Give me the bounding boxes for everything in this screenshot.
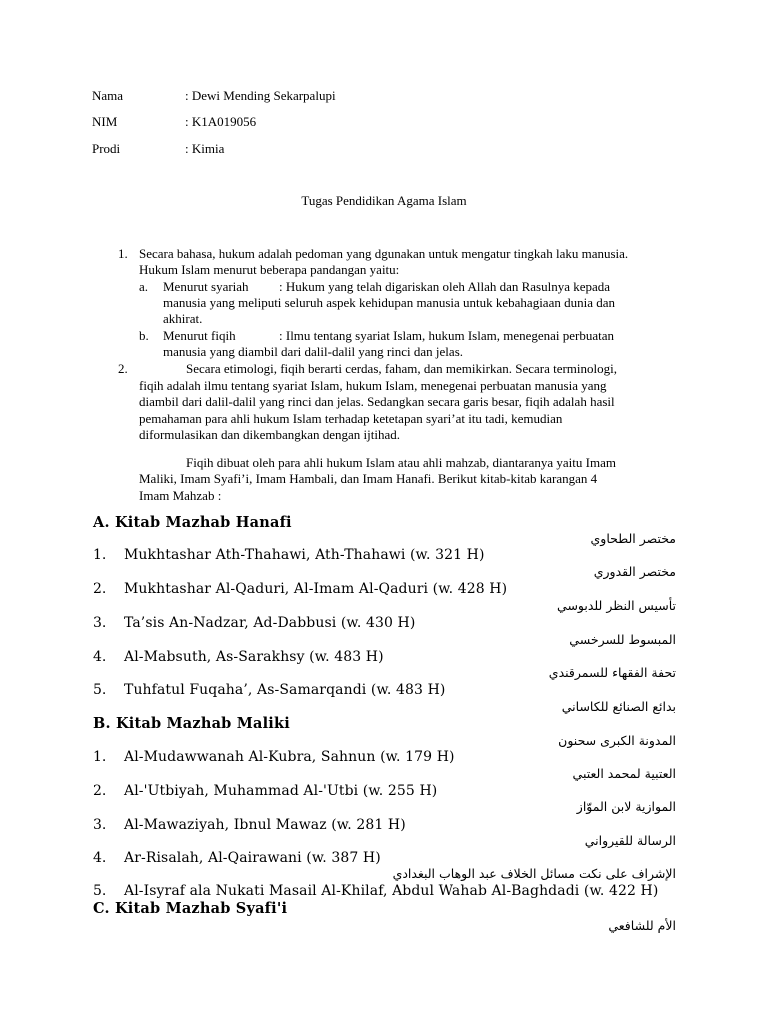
book-number: 2. bbox=[93, 783, 107, 799]
book-arabic-title: الإشراف على نكت مسائل الخلاف عبد الوهاب البغدادي bbox=[392, 866, 676, 881]
book-number: 2. bbox=[93, 581, 107, 597]
book-arabic-title: الرسالة للقيرواني bbox=[584, 833, 676, 848]
book-arabic-title: العتبية لمحمد العتبي bbox=[572, 766, 676, 781]
item1-b-mark: b. bbox=[139, 328, 149, 343]
field-value-nama: : Dewi Mending Sekarpalupi bbox=[185, 88, 336, 103]
book-arabic-title: المدونة الكبرى سحنون bbox=[558, 733, 676, 748]
item2-line: Secara etimologi, fiqih berarti cerdas, faham, dan memikirkan. Secara terminologi, bbox=[186, 361, 618, 376]
book-latin-title: Al-Mudawwanah Al-Kubra, Sahnun (w. 179 H) bbox=[124, 749, 455, 765]
book-arabic-title: تأسيس النظر للدبوسي bbox=[557, 598, 676, 613]
section-heading-hanafi: A. Kitab Mazhab Hanafi bbox=[93, 514, 292, 531]
item1-a-line: akhirat. bbox=[163, 311, 203, 326]
item2-para2-line: Maliki, Imam Syafi’i, Imam Hambali, dan Imam Hanafi. Berikut kitab-kitab karangan 4 bbox=[139, 471, 598, 486]
item2-number: 2. bbox=[118, 361, 128, 376]
book-arabic-title: الأم للشافعي bbox=[608, 918, 676, 933]
book-latin-title: Ta’sis An-Nadzar, Ad-Dabbusi (w. 430 H) bbox=[124, 615, 416, 631]
section-heading-maliki: B. Kitab Mazhab Maliki bbox=[93, 715, 290, 732]
item1-a-mark: a. bbox=[139, 279, 149, 294]
book-number: 4. bbox=[93, 649, 107, 665]
book-latin-title: Mukhtashar Ath-Thahawi, Ath-Thahawi (w. 321 H) bbox=[124, 547, 485, 563]
book-latin-title: Mukhtashar Al-Qaduri, Al-Imam Al-Qaduri (w. 428 H) bbox=[124, 581, 508, 597]
book-number: 3. bbox=[93, 817, 107, 833]
book-latin-title: Al-Mabsuth, As-Sarakhsy (w. 483 H) bbox=[124, 649, 384, 665]
item2-line: fiqih adalah ilmu tentang syariat Islam, hukum Islam, menegenai perbuatan manusia yang bbox=[139, 378, 607, 393]
book-arabic-title: مختصر الطحاوي bbox=[590, 531, 676, 546]
field-value-nim: : K1A019056 bbox=[185, 114, 257, 129]
book-arabic-title: بدائع الصنائع للكاساني bbox=[561, 699, 676, 714]
field-value-prodi: : Kimia bbox=[185, 141, 225, 156]
field-label-nim: NIM bbox=[92, 114, 118, 129]
section-heading-syafii: C. Kitab Mazhab Syafi'i bbox=[93, 900, 288, 917]
page-title: Tugas Pendidikan Agama Islam bbox=[301, 193, 467, 208]
book-number: 3. bbox=[93, 615, 107, 631]
item1-number: 1. bbox=[118, 246, 128, 261]
item2-para2-line: Fiqih dibuat oleh para ahli hukum Islam atau ahli mahzab, diantaranya yaitu Imam bbox=[186, 455, 616, 470]
book-latin-title: Al-Isyraf ala Nukati Masail Al-Khilaf, Abdul Wahab Al-Baghdadi (w. 422 H) bbox=[124, 883, 659, 899]
item1-a-term: Menurut syariah bbox=[163, 279, 249, 294]
book-number: 1. bbox=[93, 547, 107, 563]
field-label-prodi: Prodi bbox=[92, 141, 121, 156]
book-arabic-title: المبسوط للسرخسي bbox=[569, 632, 676, 647]
book-number: 4. bbox=[93, 850, 107, 866]
book-number: 5. bbox=[93, 883, 107, 899]
item1-b-line: manusia yang diambil dari dalil-dalil yang rinci dan jelas. bbox=[163, 344, 463, 359]
item2-para2-line: Imam Mahzab : bbox=[139, 488, 222, 503]
book-arabic-title: مختصر القدوري bbox=[593, 564, 676, 579]
item2-line: diformulasikan dan dikembangkan dengan ijtihad. bbox=[139, 427, 401, 442]
book-latin-title: Ar-Risalah, Al-Qairawani (w. 387 H) bbox=[124, 850, 381, 866]
item2-line: diambil dari dalil-dalil yang rinci dan jelas. Sedangkan secara garis besar, fiqih adalah hasil bbox=[139, 394, 615, 409]
item2-line: pemahaman para ahli hukum Islam terhadap ketetapan syari’at itu tadi, kemudian bbox=[139, 411, 563, 426]
field-label-nama: Nama bbox=[92, 88, 124, 103]
book-latin-title: Tuhfatul Fuqaha’, As-Samarqandi (w. 483 H) bbox=[124, 682, 446, 698]
book-arabic-title: تحفة الفقهاء للسمرقندي bbox=[548, 665, 676, 680]
item1-b-term: Menurut fiqih bbox=[163, 328, 236, 343]
item1-line: Hukum Islam menurut beberapa pandangan yaitu: bbox=[139, 262, 400, 277]
book-number: 5. bbox=[93, 682, 107, 698]
item1-a-line: : Hukum yang telah digariskan oleh Allah dan Rasulnya kepada bbox=[279, 279, 611, 294]
item1-b-line: : Ilmu tentang syariat Islam, hukum Islam, menegenai perbuatan bbox=[279, 328, 615, 343]
item1-a-line: manusia yang meliputi seluruh aspek kehidupan manusia untuk kebahagiaan dunia dan bbox=[163, 295, 615, 310]
item1-line: Secara bahasa, hukum adalah pedoman yang dgunakan untuk mengatur tingkah laku manusia. bbox=[139, 246, 629, 261]
book-latin-title: Al-'Utbiyah, Muhammad Al-'Utbi (w. 255 H) bbox=[124, 783, 438, 799]
book-arabic-title: الموازية لابن الموّاز bbox=[576, 799, 676, 814]
book-latin-title: Al-Mawaziyah, Ibnul Mawaz (w. 281 H) bbox=[124, 817, 406, 833]
book-number: 1. bbox=[93, 749, 107, 765]
